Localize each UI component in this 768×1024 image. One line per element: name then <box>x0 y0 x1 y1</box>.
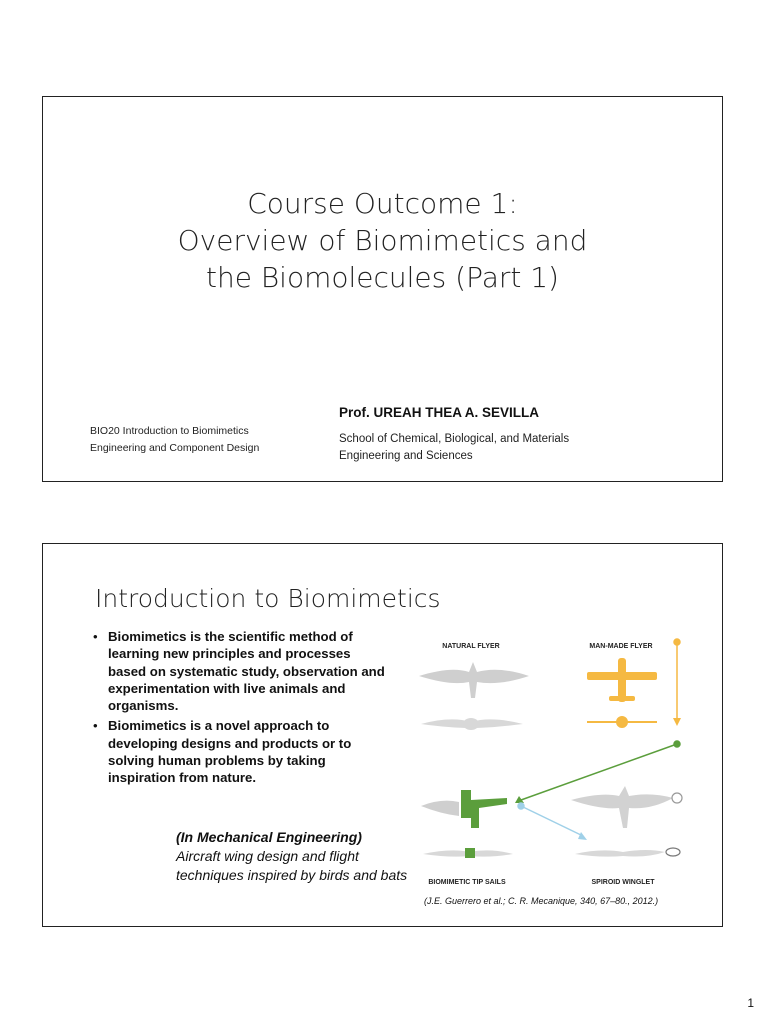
blue-arrow-icon <box>518 803 587 840</box>
bullet-text: Biomimetics is a novel approach to developing designs and products or to solving human problems by taking inspiration from nature. <box>108 718 352 786</box>
spiroid-winglet-top-icon <box>571 786 682 828</box>
plane-top-icon <box>587 658 657 702</box>
school-line: School of Chemical, Biological, and Materials <box>339 433 570 445</box>
label-man-made-flyer: MAN-MADE FLYER <box>589 643 653 650</box>
plane-front-icon <box>587 717 657 727</box>
biomimetic-flyer-figure <box>411 632 711 894</box>
natural-bird-top-icon <box>419 662 529 698</box>
content-slide <box>42 543 723 927</box>
slide-heading: Introduction to Biomimetics <box>95 584 441 613</box>
title-line: Course Outcome 1: <box>247 187 518 220</box>
title-slide <box>42 96 723 482</box>
bullet-icon: • <box>93 718 98 734</box>
page-number: 1 <box>747 996 754 1010</box>
bullet-item <box>91 717 391 786</box>
school-info <box>339 431 569 465</box>
bullet-item <box>91 628 391 714</box>
spiroid-winglet-front-icon <box>575 848 680 857</box>
mechanical-engineering-note <box>176 828 416 885</box>
label-biomimetic-tip-sails: BIOMIMETIC TIP SAILS <box>428 879 506 886</box>
bullet-icon: • <box>93 629 98 644</box>
natural-bird-front-icon <box>421 718 523 730</box>
course-info <box>90 423 259 457</box>
school-line: Engineering and Sciences <box>339 450 473 462</box>
title-line: Overview of Biomimetics and <box>177 224 588 257</box>
title-line: the Biomolecules (Part 1) <box>206 261 559 294</box>
tip-sails-top-icon <box>421 790 507 828</box>
green-arrow-icon <box>515 741 680 803</box>
bullet-text: Biomimetics is the scientific method of learning new principles and processes based on systematic study, observation and experimentation with live animals and organisms. <box>108 629 385 714</box>
flyer-diagram <box>411 632 711 894</box>
orange-arrow-icon <box>673 639 681 726</box>
tip-sails-front-icon <box>423 848 513 858</box>
slide-title <box>43 185 722 296</box>
professor-name: Prof. UREAH THEA A. SEVILLA <box>339 405 540 420</box>
citation: (J.E. Guerrero et al.; C. R. Mecanique, 340, 67–80., 2012.) <box>424 896 659 906</box>
label-spiroid-winglet: SPIROID WINGLET <box>591 879 655 886</box>
course-line: BIO20 Introduction to Biomimetics <box>90 425 249 437</box>
course-line: Engineering and Component Design <box>90 442 260 454</box>
note-text: Aircraft wing design and flight techniques inspired by birds and bats <box>176 848 408 883</box>
note-heading: (In Mechanical Engineering) <box>176 829 362 845</box>
label-natural-flyer: NATURAL FLYER <box>442 643 500 650</box>
bullet-list <box>91 628 391 790</box>
